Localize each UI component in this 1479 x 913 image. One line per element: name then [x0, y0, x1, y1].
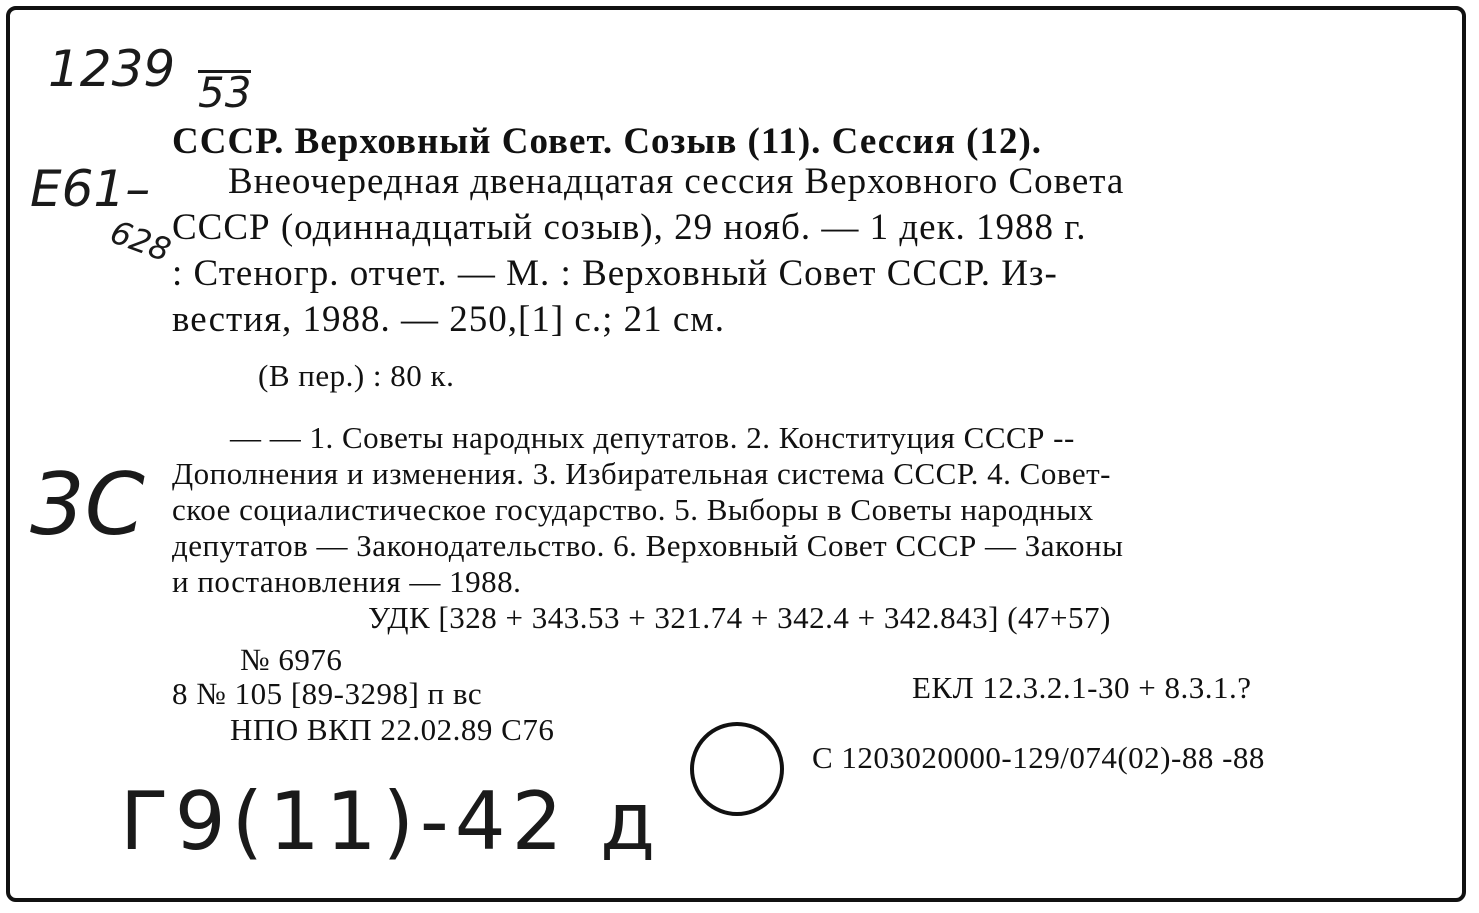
handwritten-class-sub: 628: [105, 212, 176, 270]
handwritten-shelf-mark-sub: 53: [198, 68, 252, 117]
punch-hole: [690, 722, 784, 816]
title-line: : Стеногр. отчет. — М. : Верховный Совет СССР. Из-: [172, 253, 1058, 294]
subject-line: и постановления — 1988.: [172, 564, 522, 599]
price: (В пер.) : 80 к.: [258, 358, 455, 393]
title-line: Внеочередная двенадцатая сессия Верховного Совета: [228, 161, 1125, 202]
handwritten-margin-mark: 3С: [30, 455, 145, 555]
subject-line: ское социалистическое государство. 5. Выборы в Советы народных: [172, 492, 1094, 527]
handwritten-class-mark: Е61–: [30, 160, 151, 218]
handwritten-bottom-mark: Г9(11)-42 д: [120, 775, 662, 868]
npo-code: НПО ВКП 22.02.89 С76: [230, 712, 555, 747]
order-number: 8 № 105 [89-3298] п вс: [172, 676, 483, 711]
ekl-code: ЕКЛ 12.3.2.1-30 + 8.3.1.?: [912, 670, 1252, 705]
title-line: СССР (одиннадцатый созыв), 29 нояб. — 1 дек. 1988 г.: [172, 207, 1087, 248]
card-code: С 1203020000-129/074(02)-88 -88: [812, 740, 1265, 775]
handwritten-shelf-mark: 1239: [48, 40, 176, 98]
subject-line: — — 1. Советы народных депутатов. 2. Конституция СССР --: [230, 420, 1075, 455]
subject-line: Дополнения и изменения. 3. Избирательная система СССР. 4. Совет-: [172, 456, 1111, 491]
subject-line: депутатов — Законодательство. 6. Верховный Совет СССР — Законы: [172, 528, 1124, 563]
title-line: вестия, 1988. — 250,[1] с.; 21 см.: [172, 299, 725, 340]
card-number: № 6976: [240, 642, 343, 677]
card-heading: СССР. Верховный Совет. Созыв (11). Сессия (12).: [172, 121, 1043, 162]
udk-code: УДК [328 + 343.53 + 321.74 + 342.4 + 342.843] (47+57): [368, 600, 1111, 635]
